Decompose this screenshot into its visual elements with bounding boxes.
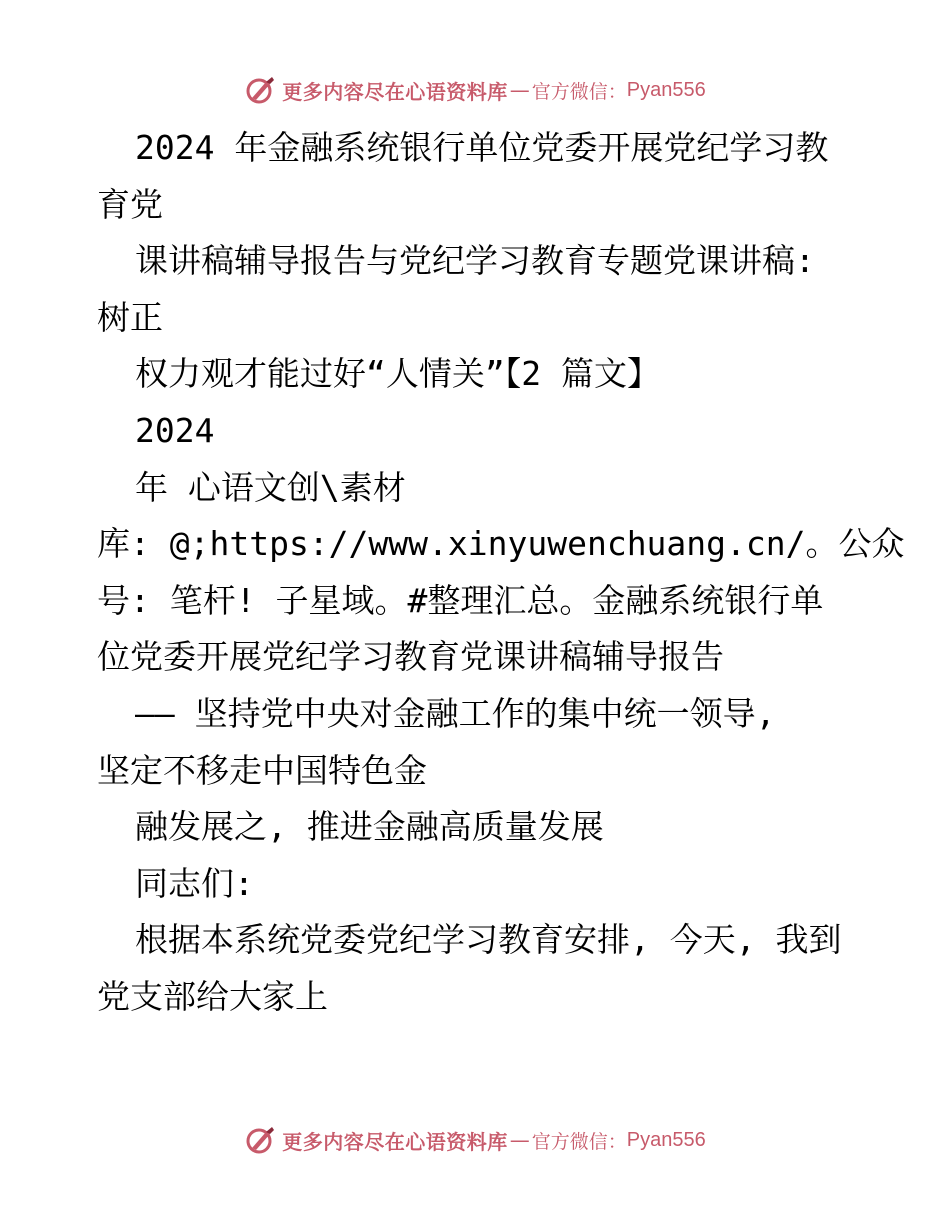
watermark-code: Pyan556 — [626, 1128, 706, 1151]
text-line: —— 坚持党中央对金融工作的集中统一领导, — [135, 693, 776, 733]
watermark-main-text: 更多内容尽在心语资料库 — [282, 1129, 508, 1154]
text-line: 库: @;https://www.xinyuwenchuang.cn/。公众 — [97, 524, 905, 564]
text-line: 融发展之, 推进金融高质量发展 — [135, 807, 604, 847]
watermark-separator: — — [509, 78, 530, 102]
watermark-code: Pyan556 — [626, 78, 706, 101]
text-line: 权力观才能过好“人情关”【2 篇文】 — [135, 354, 660, 394]
text-line: 课讲稿辅导报告与党纪学习教育专题党课讲稿: — [135, 241, 815, 281]
watermark-label: 官方微信： — [531, 1130, 627, 1153]
footer-watermark — [0, 1120, 950, 1160]
watermark-main-text: 更多内容尽在心语资料库 — [282, 79, 508, 104]
watermark-label: 官方微信： — [531, 80, 627, 103]
brush-logo-icon — [244, 1124, 276, 1156]
text-line: 根据本系统党委党纪学习教育安排, 今天, 我到 — [135, 920, 842, 960]
text-line: 育党 — [97, 184, 163, 224]
text-line: 树正 — [97, 297, 163, 337]
header-watermark — [0, 70, 950, 110]
text-line: 党支部给大家上 — [97, 976, 328, 1016]
text-line: 位党委开展党纪学习教育党课讲稿辅导报告 — [97, 637, 724, 677]
text-line: 号: 笔杆! 子星域。#整理汇总。金融系统银行单 — [97, 580, 824, 620]
text-line: 同志们: — [135, 863, 254, 903]
document-body — [97, 120, 905, 1026]
brush-logo-icon — [244, 74, 276, 106]
text-line: 年 心语文创\素材 — [135, 467, 406, 507]
text-line: 坚定不移走中国特色金 — [97, 750, 427, 790]
watermark-separator: — — [509, 1128, 530, 1152]
text-line: 2024 年金融系统银行单位党委开展党纪学习教 — [135, 128, 829, 167]
text-line: 2024 — [135, 410, 215, 450]
